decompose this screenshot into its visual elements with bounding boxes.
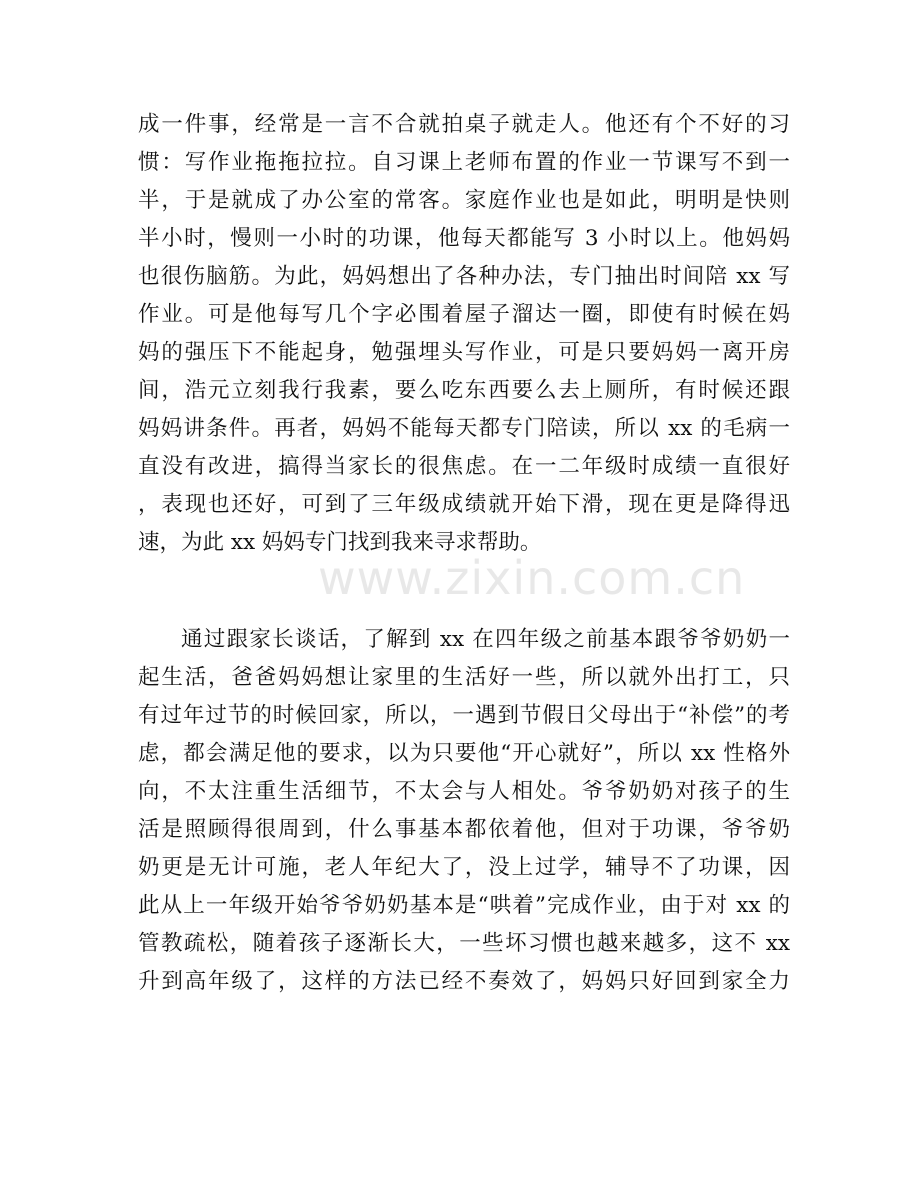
text-line: 直没有改进，搞得当家长的很焦虑。在一二年级时成绩一直很好 bbox=[138, 454, 790, 479]
paragraph-2 bbox=[138, 621, 790, 1001]
text-line: 半，于是就成了办公室的常客。家庭作业也是如此，明明是快则 bbox=[138, 188, 790, 213]
text-line: 作业。可是他每写几个字必围着屋子溜达一圈，即使有时候在妈 bbox=[138, 302, 790, 327]
text-line: 半小时，慢则一小时的功课，他每天都能写 3 小时以上。他妈妈 bbox=[138, 226, 790, 251]
text-line: ，表现也还好，可到了三年级成绩就开始下滑，现在更是降得迅 bbox=[138, 492, 790, 517]
text-line: 速，为此 xx 妈妈专门找到我来寻求帮助。 bbox=[138, 530, 542, 555]
paragraph-1 bbox=[138, 106, 790, 562]
text-line: 妈的强压下不能起身，勉强埋头写作业，可是只要妈妈一离开房 bbox=[138, 340, 790, 365]
text-line: 成一件事，经常是一言不合就拍桌子就走人。他还有个不好的习 bbox=[138, 112, 790, 137]
text-line: 妈妈讲条件。再者，妈妈不能每天都专门陪读，所以 xx 的毛病一 bbox=[138, 416, 790, 441]
text-line: 奶更是无计可施，老人年纪大了，没上过学，辅导不了功课，因 bbox=[138, 855, 790, 880]
watermark: www.zixin.com.cn bbox=[318, 551, 746, 605]
text-line: 惯：写作业拖拖拉拉。自习课上老师布置的作业一节课写不到一 bbox=[138, 150, 790, 175]
text-line: 虑，都会满足他的要求，以为只要他“开心就好”，所以 xx 性格外 bbox=[138, 741, 790, 766]
text-line: 通过跟家长谈话，了解到 xx 在四年级之前基本跟爷爷奶奶一 bbox=[181, 627, 790, 652]
text-line: 此从上一年级开始爷爷奶奶基本是“哄着”完成作业，由于对 xx 的 bbox=[138, 893, 790, 918]
text-line: 管教疏松，随着孩子逐渐长大，一些坏习惯也越来越多，这不 xx bbox=[138, 931, 790, 956]
text-line: 起生活，爸爸妈妈想让家里的生活好一些，所以就外出打工，只 bbox=[138, 665, 790, 690]
text-line: 有过年过节的时候回家，所以，一遇到节假日父母出于“补偿”的考 bbox=[138, 703, 790, 728]
text-line: 也很伤脑筋。为此，妈妈想出了各种办法，专门抽出时间陪 xx 写 bbox=[138, 264, 790, 289]
text-line: 升到高年级了，这样的方法已经不奏效了，妈妈只好回到家全力 bbox=[138, 969, 790, 994]
text-line: 间，浩元立刻我行我素，要么吃东西要么去上厕所，有时候还跟 bbox=[138, 378, 790, 403]
text-line: 向，不太注重生活细节，不太会与人相处。爷爷奶奶对孩子的生 bbox=[138, 779, 790, 804]
text-line: 活是照顾得很周到，什么事基本都依着他，但对于功课，爷爷奶 bbox=[138, 817, 790, 842]
